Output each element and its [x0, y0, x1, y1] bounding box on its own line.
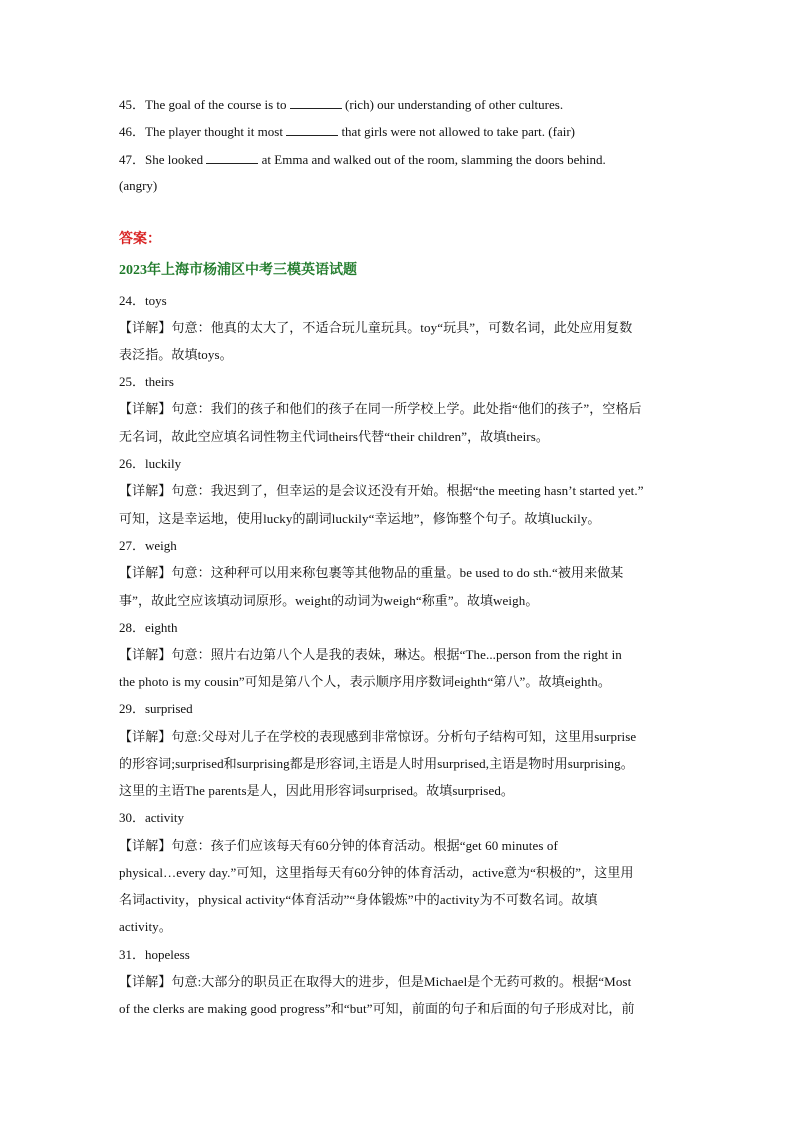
- explanation-line: 无名词，故此空应填名词性物主代词theirs代替“their children”，故填theirs。: [119, 429, 549, 444]
- question-text-before: The goal of the course is to: [145, 97, 290, 112]
- question-number: 46．: [119, 124, 146, 139]
- explanation-line: 【详解】句意：孩子们应该每天有60分钟的体育活动。根据“get 60 minutes of: [119, 838, 558, 853]
- explanation-line: activity。: [119, 919, 172, 934]
- question-text-after: (rich) our understanding of other cultures.: [341, 97, 564, 112]
- answer-item: 28．eighth: [119, 620, 178, 635]
- explanation-line: 的形容词;surprised和surprising都是形容词,主语是人时用surprised,主语是物时用surprising。: [119, 756, 634, 771]
- answer-item: 24．toys: [119, 293, 167, 308]
- answer-item: 27．weigh: [119, 538, 177, 553]
- explanation-line: physical…every day.”可知，这里指每天有60分钟的体育活动，active意为“积极的”，这里用: [119, 865, 634, 880]
- question-text-after: at Emma and walked out of the room, slamming the doors behind.: [258, 152, 606, 167]
- explanation-line: 表泛指。故填toys。: [119, 347, 233, 362]
- answer-blank: [290, 96, 342, 109]
- question-47-continuation: [119, 177, 679, 195]
- explanation-line: 可知，这是幸运地，使用lucky的副词luckily“幸运地”，修饰整个句子。故填luckily。: [119, 511, 601, 526]
- answer-item: 31．hopeless: [119, 947, 190, 962]
- exam-title: 2023年上海市杨浦区中考三模英语试题: [119, 263, 357, 278]
- explanation-line: the photo is my cousin”可知是第八个人，表示顺序用序数词eighth“第八”。故填eighth。: [119, 674, 611, 689]
- explanation-line: 【详解】句意：他真的太大了，不适合玩儿童玩具。toy“玩具”，可数名词，此处应用复数: [119, 320, 633, 335]
- explanation-line: 名词activity，physical activity“体育活动”“身体锻炼”中的activity为不可数名词。故填: [119, 892, 598, 907]
- question-text-before: (angry): [119, 178, 158, 193]
- answer-item: 25．theirs: [119, 374, 174, 389]
- explanation-line: 【详解】句意：我迟到了，但幸运的是会议还没有开始。根据“the meeting hasn’t started yet.”: [119, 483, 644, 498]
- answer-item: 29．surprised: [119, 701, 193, 716]
- explanation-line: 【详解】句意：我们的孩子和他们的孩子在同一所学校上学。此处指“他们的孩子”，空格后: [119, 401, 642, 416]
- answer-blank: [286, 123, 338, 136]
- question-text-before: The player thought it most: [145, 124, 287, 139]
- explanation-line: 这里的主语The parents是人，因此用形容词surprised。故填surprised。: [119, 783, 515, 798]
- question-number: 47．: [119, 152, 146, 167]
- question-47: [119, 151, 679, 169]
- answer-item: 30．activity: [119, 810, 184, 825]
- question-text-before: She looked: [145, 152, 207, 167]
- explanation-line: 【详解】句意：这种秤可以用来称包裹等其他物品的重量。be used to do sth.“被用来做某: [119, 565, 624, 580]
- question-45: [119, 96, 679, 114]
- question-46: [119, 123, 679, 141]
- question-number: 45．: [119, 97, 146, 112]
- explanation-line: of the clerks are making good progress”和“but”可知，前面的句子和后面的句子形成对比，前: [119, 1001, 635, 1016]
- explanation-line: 【详解】句意:大部分的职员正在取得大的进步，但是Michael是个无药可救的。根据“Most: [119, 974, 632, 989]
- explanation-line: 事”，故此空应该填动词原形。weight的动词为weigh“称重”。故填weigh。: [119, 593, 539, 608]
- answer-heading: 答案：: [119, 232, 161, 247]
- answer-item: 26．luckily: [119, 456, 182, 471]
- question-text-after: that girls were not allowed to take part. (fair): [338, 124, 575, 139]
- answer-blank: [206, 151, 258, 164]
- explanation-line: 【详解】句意：照片右边第八个人是我的表妹，琳达。根据“The...person from the right in: [119, 647, 622, 662]
- explanation-line: 【详解】句意:父母对儿子在学校的表现感到非常惊讶。分析句子结构可知，这里用surprise: [119, 729, 637, 744]
